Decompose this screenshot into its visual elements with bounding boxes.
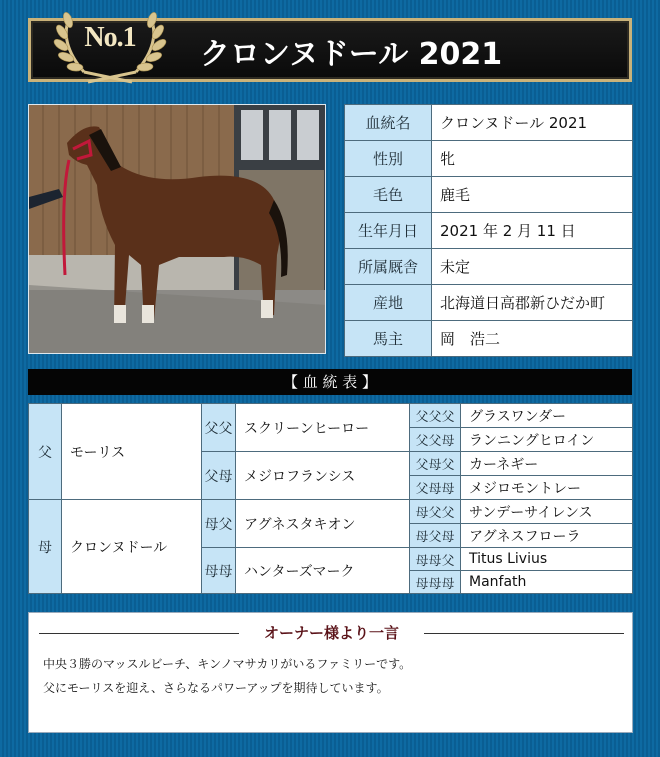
gen3-name: Manfath bbox=[461, 571, 633, 594]
gen3-label: 父母母 bbox=[410, 476, 461, 500]
info-key: 毛色 bbox=[345, 177, 432, 213]
pedigree-row bbox=[29, 500, 633, 524]
gen3-name: サンデーサイレンス bbox=[461, 500, 633, 524]
horse-image bbox=[29, 105, 326, 354]
owner-message-line: 父にモーリスを迎え、さらなるパワーアップを期待しています。 bbox=[43, 681, 389, 695]
info-key: 馬主 bbox=[345, 321, 432, 357]
info-row-sex bbox=[345, 141, 633, 177]
info-value: 北海道日高郡新ひだか町 bbox=[432, 285, 633, 321]
info-value: クロンヌドール 2021 bbox=[432, 105, 633, 141]
info-row-stable bbox=[345, 249, 633, 285]
info-value: 牝 bbox=[432, 141, 633, 177]
info-value: 岡 浩二 bbox=[432, 321, 633, 357]
pedigree-section-title: 【 血 統 表 】 bbox=[28, 369, 632, 395]
owner-message-box bbox=[28, 612, 633, 733]
gen3-label: 母父父 bbox=[410, 500, 461, 524]
info-value: 鹿毛 bbox=[432, 177, 633, 213]
sire-sire-label: 父父 bbox=[202, 404, 236, 452]
owner-message-line: 中央３勝のマッスルビーチ、キンノマサカリがいるファミリーです。 bbox=[43, 657, 412, 671]
gen3-label: 母母父 bbox=[410, 548, 461, 571]
info-key: 生年月日 bbox=[345, 213, 432, 249]
dam-dam-label: 母母 bbox=[202, 548, 236, 594]
dam-sire-name: アグネスタキオン bbox=[236, 500, 410, 548]
info-row-origin bbox=[345, 285, 633, 321]
info-value: 2021 年 2 月 11 日 bbox=[432, 213, 633, 249]
pedigree-table bbox=[28, 403, 633, 594]
rank-badge bbox=[40, 6, 180, 86]
info-row-pedigree-name bbox=[345, 105, 633, 141]
gen3-name: ランニングヒロイン bbox=[461, 428, 633, 452]
horse-photo bbox=[28, 104, 326, 354]
pedigree-row bbox=[29, 404, 633, 428]
info-row-owner bbox=[345, 321, 633, 357]
sire-name: モーリス bbox=[62, 404, 202, 500]
info-key: 血統名 bbox=[345, 105, 432, 141]
horse-info-table bbox=[344, 104, 633, 357]
gen3-name: Titus Livius bbox=[461, 548, 633, 571]
dam-dam-name: ハンターズマーク bbox=[236, 548, 410, 594]
gen3-label: 父父父 bbox=[410, 404, 461, 428]
gen3-label: 母母母 bbox=[410, 571, 461, 594]
rank-label: No.1 bbox=[84, 22, 136, 53]
info-key: 産地 bbox=[345, 285, 432, 321]
sire-dam-label: 父母 bbox=[202, 452, 236, 500]
info-key: 性別 bbox=[345, 141, 432, 177]
gen3-name: アグネスフローラ bbox=[461, 524, 633, 548]
info-value: 未定 bbox=[432, 249, 633, 285]
dam-name: クロンヌドール bbox=[62, 500, 202, 594]
info-row-coat bbox=[345, 177, 633, 213]
sire-dam-name: メジロフランシス bbox=[236, 452, 410, 500]
gen3-label: 父母父 bbox=[410, 452, 461, 476]
info-key: 所属厩舎 bbox=[345, 249, 432, 285]
dam-label: 母 bbox=[29, 500, 62, 594]
gen3-name: カーネギー bbox=[461, 452, 633, 476]
gen3-name: メジロモントレー bbox=[461, 476, 633, 500]
sire-sire-name: スクリーンヒーロー bbox=[236, 404, 410, 452]
info-row-birthdate bbox=[345, 213, 633, 249]
sire-label: 父 bbox=[29, 404, 62, 500]
gen3-name: グラスワンダー bbox=[461, 404, 633, 428]
gen3-label: 母父母 bbox=[410, 524, 461, 548]
page-title: クロンヌドール 2021 bbox=[200, 37, 503, 72]
dam-sire-label: 母父 bbox=[202, 500, 236, 548]
gen3-label: 父父母 bbox=[410, 428, 461, 452]
owner-message-title: オーナー様より一言 bbox=[263, 624, 399, 642]
